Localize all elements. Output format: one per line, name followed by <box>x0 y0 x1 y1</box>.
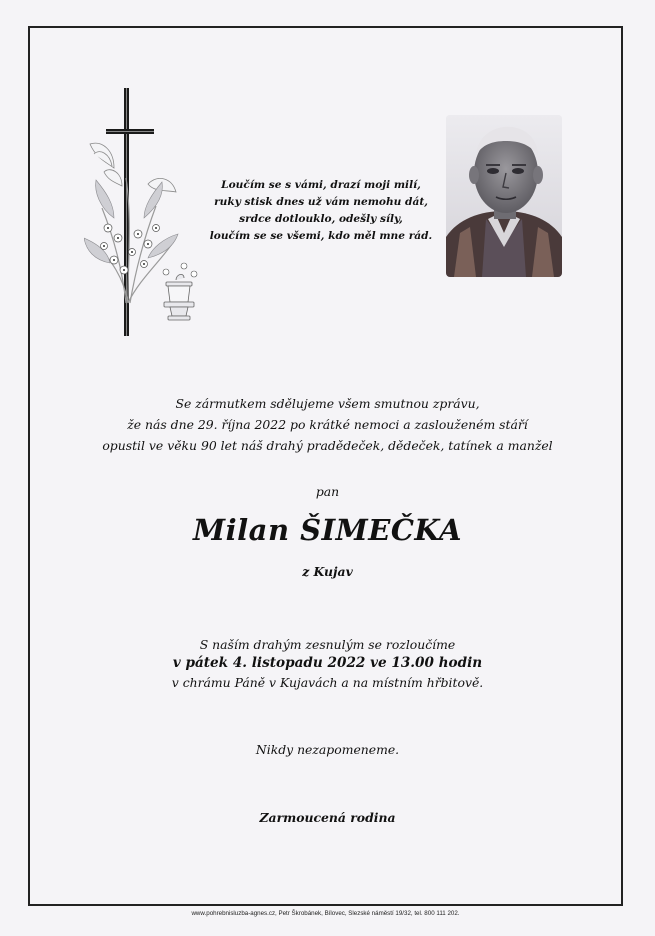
announcement-line: Se zármutkem sdělujeme všem smutnou zprávu, <box>175 396 480 411</box>
funeral-intro: S naším drahým zesnulým se rozloučíme <box>199 637 456 652</box>
poem-line: srdce dotlouklo, odešly síly, <box>239 213 403 225</box>
closing-line: Nikdy nezapomeneme. <box>255 742 400 757</box>
portrait-photo <box>446 115 562 277</box>
salutation: pan <box>315 484 340 499</box>
cross-with-lilies-icon <box>84 88 204 338</box>
farewell-poem <box>200 177 442 245</box>
poem-line: Loučím se s vámi, drazí moji milí, <box>221 179 421 191</box>
funeral-place: v chrámu Páně v Kujavách a na místním hřbitově. <box>171 675 484 690</box>
death-announcement <box>60 393 595 456</box>
poem-line: ruky stisk dnes už vám nemohu dát, <box>214 196 428 208</box>
deceased-name: Milan ŠIMEČKA <box>193 513 462 547</box>
funeral-service-footer: www.pohrebnisluzba-agnes.cz, Petr Škrobánek, Bílovec, Slezské náměstí 19/32, tel. 800 111 202. <box>191 910 460 917</box>
signature: Zarmoucená rodina <box>259 810 396 825</box>
funeral-details <box>60 635 595 692</box>
deceased-origin: z Kujav <box>302 564 353 579</box>
funeral-datetime: v pátek 4. listopadu 2022 ve 13.00 hodin <box>172 655 483 671</box>
poem-line: loučím se se všemi, kdo měl mne rád. <box>209 230 433 242</box>
announcement-line: opustil ve věku 90 let náš drahý pradědeček, dědeček, tatínek a manžel <box>102 438 553 453</box>
announcement-line: že nás dne 29. října 2022 po krátké nemoci a zaslouženém stáří <box>127 417 528 432</box>
